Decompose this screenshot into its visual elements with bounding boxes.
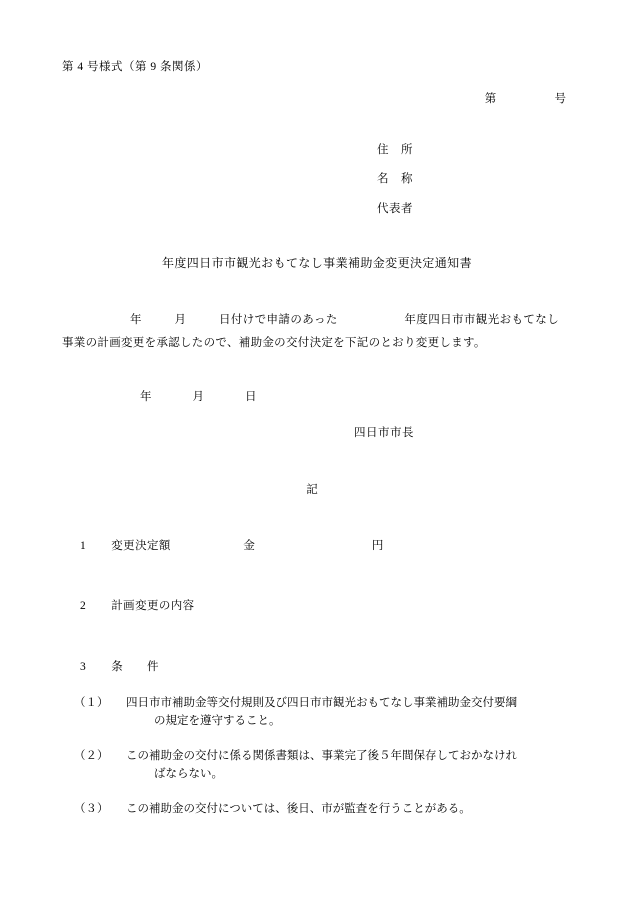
application-year-label: 年 [130, 314, 142, 327]
item-conditions-row [62, 658, 572, 676]
amount-unit-label: 円 [371, 540, 384, 553]
document-body [62, 58, 572, 835]
body-text-line2: 事業の計画変更を承認したので、補助金の交付決定を下記のとおり変更します。 [62, 336, 486, 349]
issue-day-label: 日 [244, 390, 257, 403]
document-number-suffix: 号 [554, 93, 566, 106]
addressee-address-label: 住 所 [377, 143, 413, 156]
condition-cont-2: ばならない。 [154, 768, 223, 781]
condition-marker-2: （２） [74, 750, 109, 763]
item-label-1: 変更決定額 [111, 540, 171, 553]
condition-marker-1: （１） [74, 697, 109, 710]
item-number-2: 2 [80, 600, 87, 613]
ki-marker: 記 [306, 483, 318, 496]
page-title: 年度四日市市観光おもてなし事業補助金変更決定通知書 [161, 255, 472, 270]
condition-text-2: この補助金の交付に係る関係書類は、事業完了後５年間保存しておかなけれ [126, 750, 517, 763]
issuer-name: 四日市市長 [354, 427, 414, 440]
document-number-line [62, 90, 572, 108]
addressee-name-label: 名 称 [377, 173, 413, 186]
addressee-representative-label: 代表者 [377, 202, 413, 215]
amount-currency-label: 金 [243, 540, 256, 553]
form-number: 第 4 号様式（第 9 条関係） [62, 61, 208, 73]
item-number-3: 3 [80, 660, 87, 673]
condition-text-1: 四日市市補助金等交付規則及び四日市市観光おもてなし事業補助金交付要綱 [126, 697, 517, 710]
condition-text-3: この補助金の交付については、後日、市が監査を行うことがある。 [126, 803, 471, 816]
issue-year-label: 年 [140, 390, 152, 403]
condition-cont-1: の規定を遵守すること。 [154, 715, 281, 728]
issue-date-line [62, 388, 572, 406]
issue-month-label: 月 [192, 390, 205, 403]
application-fiscal-year-text: 年度四日市市観光おもてなし [404, 314, 560, 327]
application-date-line [62, 311, 572, 329]
condition-item-3 [62, 800, 572, 819]
condition-marker-3: （３） [74, 803, 109, 816]
condition-item-1 [62, 694, 572, 731]
item-amount-row [62, 537, 572, 555]
item-label-2: 計画変更の内容 [111, 600, 195, 613]
application-month-label: 月 [174, 314, 187, 327]
item-number-1: 1 [80, 540, 87, 553]
document-number-label: 第 [484, 93, 497, 106]
item-label-3: 条 件 [111, 660, 159, 673]
body-block [62, 311, 572, 352]
item-change-content-row [62, 597, 572, 615]
application-day-label: 日付けで申請のあった [218, 314, 338, 327]
condition-item-2 [62, 747, 572, 784]
items-list [62, 537, 572, 819]
addressee-block [62, 141, 572, 218]
